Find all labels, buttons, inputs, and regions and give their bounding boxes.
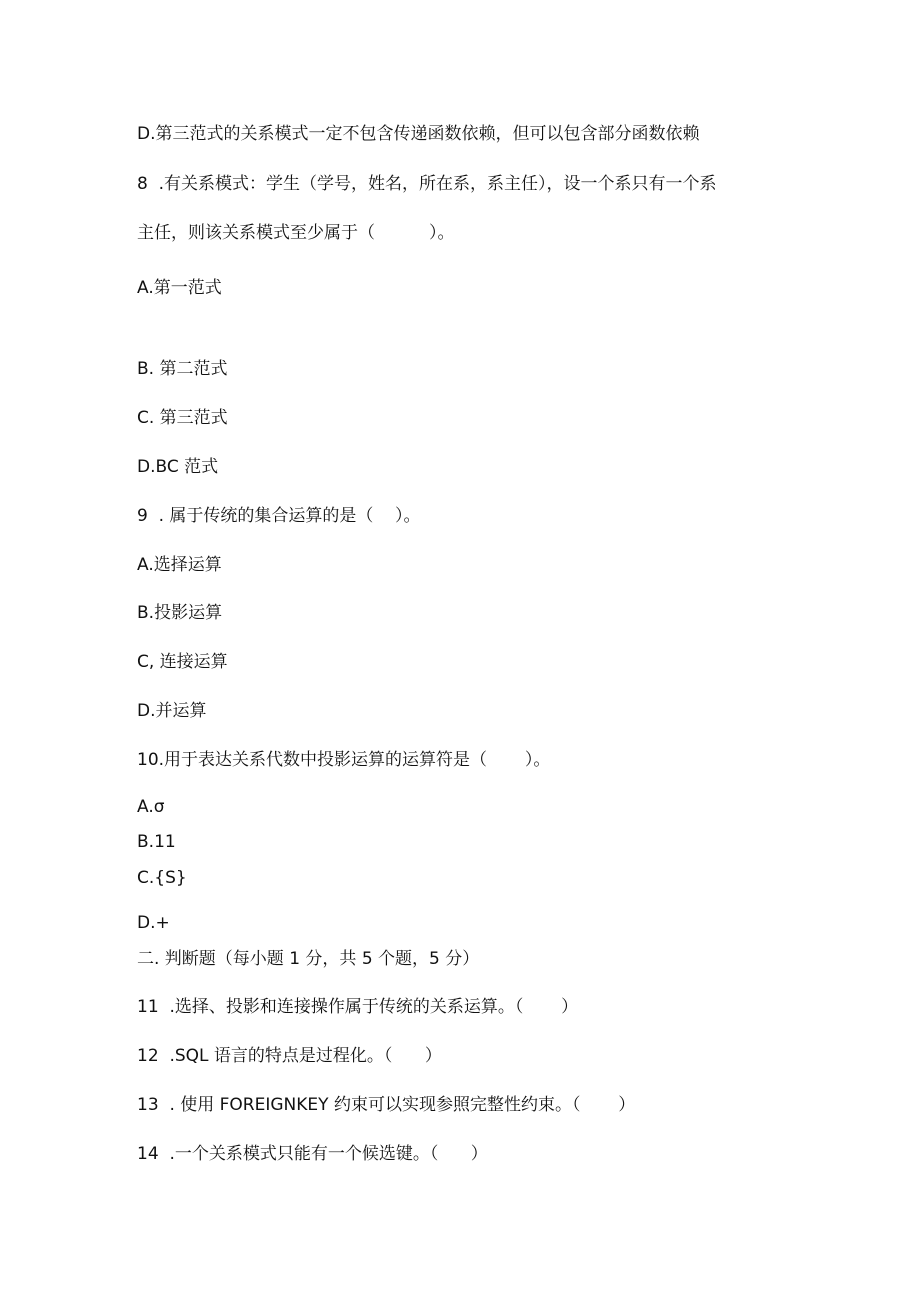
option-7d: D.第三范式的关系模式一定不包含传递函数依赖，但可以包含部分函数依赖: [137, 124, 700, 144]
question-12: 12 .SQL 语言的特点是过程化。（ ）: [137, 1046, 442, 1066]
option-10a: A.σ: [137, 797, 165, 817]
option-10b: B.11: [137, 832, 176, 852]
option-9d: D.并运算: [137, 701, 207, 721]
question-11: 11 .选择、投影和连接操作属于传统的关系运算。（ ）: [137, 997, 579, 1017]
option-9a: A.选择运算: [137, 555, 222, 575]
question-10: 10.用于表达关系代数中投影运算的运算符是（ ）。: [137, 750, 551, 770]
question-8-line-2: 主任，则该关系模式至少属于（ ）。: [137, 223, 455, 243]
option-8c: C. 第三范式: [137, 408, 228, 428]
question-13: 13 . 使用 FOREIGNKEY 约束可以实现参照完整性约束。（ ）: [137, 1095, 636, 1115]
option-10d: D.+: [137, 913, 170, 933]
question-14: 14 .一个关系模式只能有一个候选键。（ ）: [137, 1144, 488, 1164]
option-8a: A.第一范式: [137, 278, 222, 298]
option-10c: C.{S}: [137, 868, 187, 888]
option-8b: B. 第二范式: [137, 359, 228, 379]
question-8-line-1: 8 .有关系模式：学生（学号，姓名，所在系，系主任），设一个系只有一个系: [137, 174, 717, 194]
option-9c: C, 连接运算: [137, 652, 228, 672]
section-heading-true-false: 二. 判断题（每小题 1 分，共 5 个题，5 分）: [137, 949, 480, 969]
option-8d: D.BC 范式: [137, 457, 219, 477]
option-9b: B.投影运算: [137, 603, 223, 623]
question-9: 9 . 属于传统的集合运算的是（ ）。: [137, 506, 421, 526]
